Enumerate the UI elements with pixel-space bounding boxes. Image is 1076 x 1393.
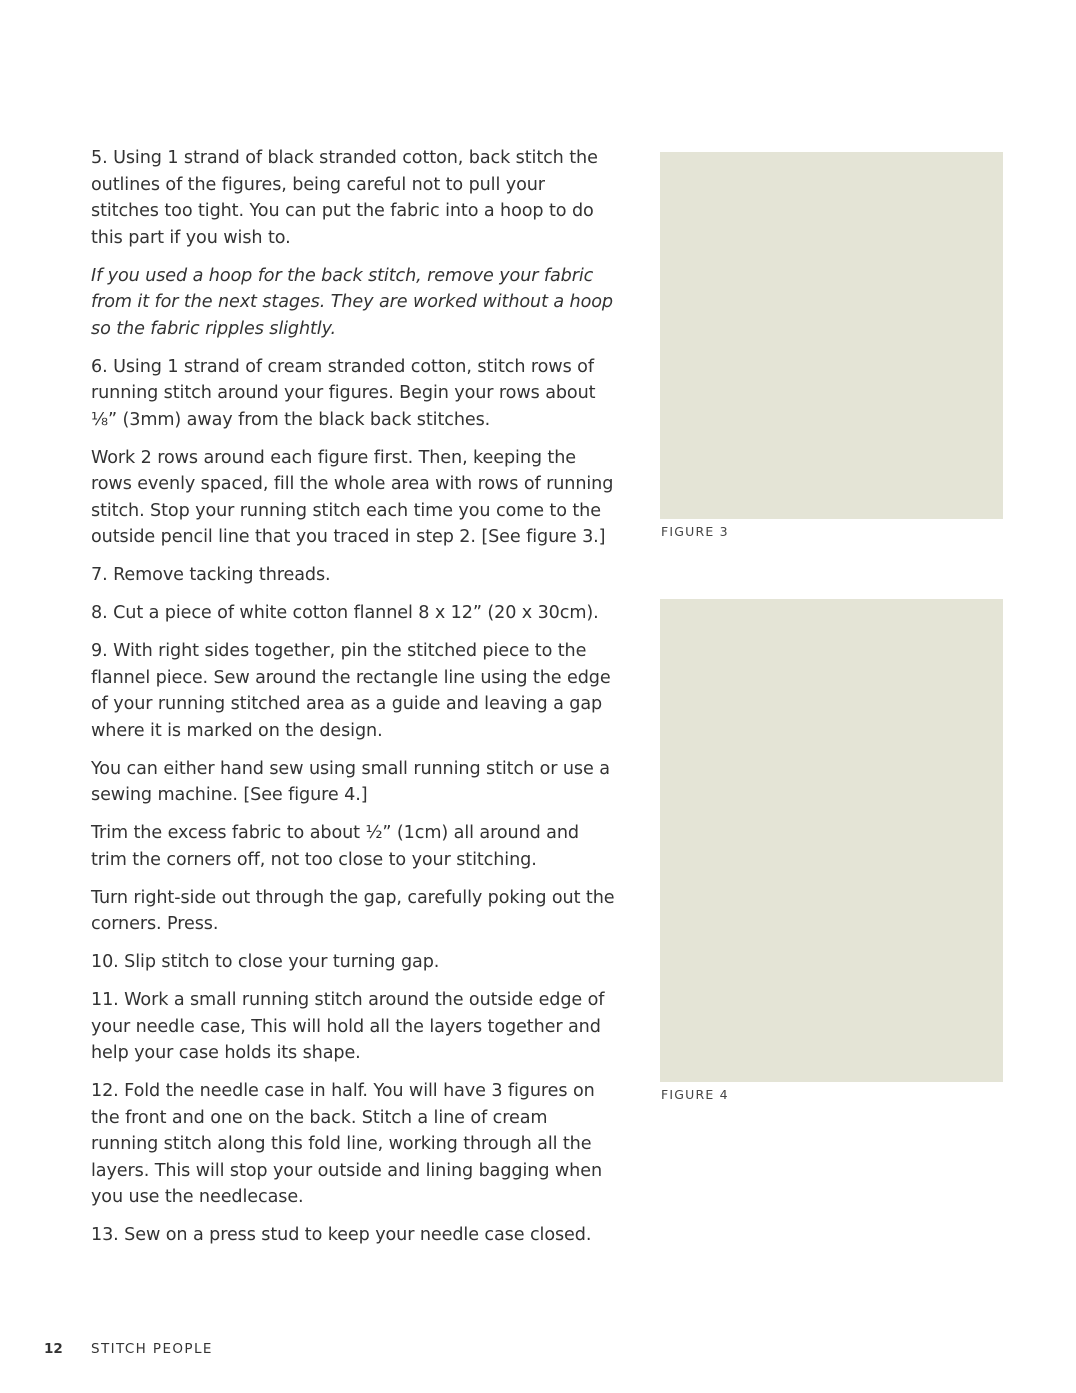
page-number: 12 [44, 1341, 63, 1357]
step-10-paragraph: 10. Slip stitch to close your turning gap. [91, 952, 440, 972]
step-9-sewing-paragraph: You can either hand sew using small running stitch or use a sewing machine. [See figure 4.] [91, 758, 610, 805]
step-11-paragraph: 11. Work a small running stitch around the outside edge of your needle case, This will hold all the layers together and help your case holds its shape. [91, 990, 605, 1063]
figure-3-caption: FIGURE 3 [661, 524, 729, 539]
step-6-paragraph: 6. Using 1 strand of cream stranded cotton, stitch rows of running stitch around your figures. Begin your rows about ⅛” (3mm) away from the black back stitches. [91, 356, 596, 430]
step-9-turn-paragraph: Turn right-side out through the gap, carefully poking out the corners. Press. [91, 887, 615, 934]
hoop-note-paragraph: If you used a hoop for the back stitch, remove your fabric from it for the next stages. They are worked without a hoop so the fabric ripples slightly. [91, 265, 613, 339]
figure-4-caption: FIGURE 4 [661, 1087, 729, 1102]
step-12-paragraph: 12. Fold the needle case in half. You will have 3 figures on the front and one on the back. Stitch a line of cream running stitch along this fold line, working through all the layers. This will stop your outside and lining bagging when you use the needlecase. [91, 1081, 602, 1207]
step-9-trim-paragraph: Trim the excess fabric to about ½” (1cm) all around and trim the corners off, not too close to your stitching. [91, 823, 579, 870]
figure-4-image-placeholder [660, 599, 1003, 1082]
step-5-paragraph: 5. Using 1 strand of black stranded cotton, back stitch the outlines of the figures, being careful not to pull your stitches too tight. You can put the fabric into a hoop to do this part if you wish to. [91, 148, 598, 248]
page-footer [44, 1341, 213, 1357]
figure-3-image-placeholder [660, 152, 1003, 519]
book-title: STITCH PEOPLE [91, 1341, 213, 1357]
step-6-detail-paragraph: Work 2 rows around each figure first. Then, keeping the rows evenly spaced, fill the whole area with rows of running stitch. Stop your running stitch each time you come to the outside pencil line that you traced in step 2. [See figure 3.] [91, 447, 614, 547]
instructions-column [91, 145, 616, 1260]
step-13-paragraph: 13. Sew on a press stud to keep your needle case closed. [91, 1225, 592, 1245]
step-8-paragraph: 8. Cut a piece of white cotton flannel 8 x 12” (20 x 30cm). [91, 603, 599, 623]
step-7-paragraph: 7. Remove tacking threads. [91, 565, 331, 585]
step-9-paragraph: 9. With right sides together, pin the stitched piece to the flannel piece. Sew around the rectangle line using the edge of your running stitched area as a guide and leaving a gap where it is marked on the design. [91, 641, 611, 741]
